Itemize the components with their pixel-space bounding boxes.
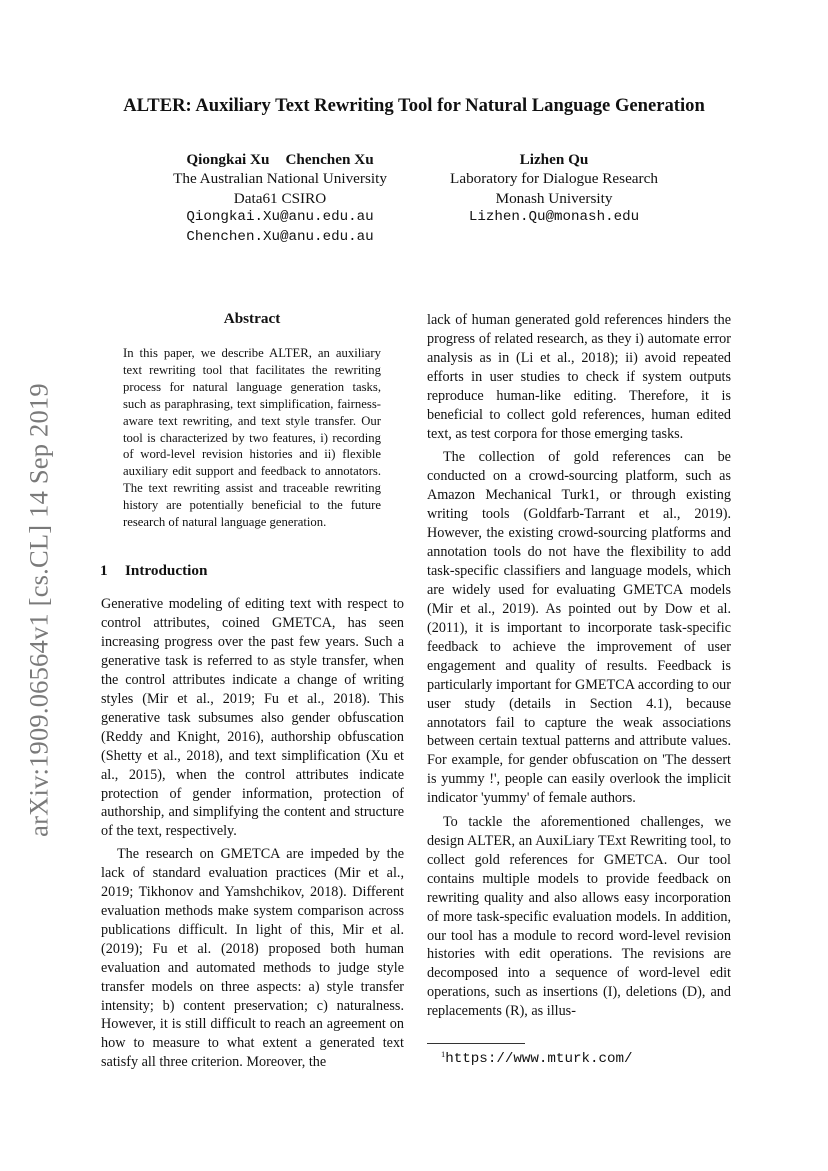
section-number: 1: [100, 562, 108, 579]
author-name: Lizhen Qu: [519, 151, 589, 168]
author-email: Chenchen.Xu@anu.edu.au: [186, 228, 374, 245]
paragraph: The collection of gold references can be conducted on a crowd-sourcing platform, such as Amazon Mechanical Turk1, or through existing writing tools (Goldfarb-Tarrant et al., 2019). However, the existing crowd-sourcing platforms and annotation tools do not have the flexibility to add task-specific classifiers and language models, which are widely used for evaluating GMETCA models (Mir et al., 2019). As pointed out by Dow et al. (2011), it is important to incorporate task-specific feedback to achieve the improvement of user engagement and quality of results. Feedback is particularly important for GMETCA according to our user study (details in Section 4.1), because annotators fail to capture the weak associations between certain textual patterns and attribute values. For example, for gender obfuscation on 'The dessert is yummy !', people can easily overlook the implicit indicator 'yummy' of female authors.: [427, 449, 731, 807]
footnote-link[interactable]: https://www.mturk.com/: [445, 1051, 633, 1068]
affiliation: The Australian National University: [173, 170, 387, 188]
author-names: [150, 150, 410, 169]
paper-title: ALTER: Auxiliary Text Rewriting Tool for Natural Language Generation: [123, 95, 705, 116]
author-name: Qiongkai Xu: [186, 151, 270, 168]
author-block-right: [420, 150, 688, 228]
abstract-heading: Abstract: [223, 310, 281, 327]
arxiv-stamp-text: arXiv:1909.06564v1 [cs.CL] 14 Sep 2019: [23, 383, 54, 837]
footnote-marker: 1: [441, 1049, 446, 1059]
paragraph: Generative modeling of editing text with respect to control attributes, coined GMETCA, has seen increasing progress over the past few years. Such a generative task is referred to as style transfer, when the control attributes indicate a change of writing styles (Mir et al., 2019; Fu et al., 2018). This generative task subsumes also gender obfuscation (Reddy and Knight, 2016), authorship obfuscation (Shetty et al., 2018), and text simplification (Xu et al., 2015), when the control attributes indicate protection of gender information, protection of authorship, and simplifying the content and structure of the text, respectively.: [101, 596, 404, 840]
arxiv-stamp: [14, 360, 64, 860]
left-column: [101, 595, 404, 1072]
paragraph: To tackle the aforementioned challenges, we design ALTER, an AuxiLiary TExt Rewriting tool, to collect gold references for GMETCA. Our tool contains multiple models to provide feedback on rewriting quality and also allows easy incorporation of more task-specific evaluation models. In addition, our tool has a module to record word-level revision histories with edit operations. The revisions are decomposed into a sequence of word-level edit operations, such as insertions (I), deletions (D), and replacements (R), as illus-: [427, 813, 731, 1020]
footnote: [441, 1049, 633, 1067]
author-email: Qiongkai.Xu@anu.edu.au: [186, 209, 374, 226]
section-title: Introduction: [125, 562, 208, 579]
paragraph: lack of human generated gold references hinders the progress of related research, as they i) automate error analysis as in (Li et al., 2018); ii) avoid repeated efforts in user studies to check if system outputs reproduce human-like editing. Therefore, it is beneficial to collect gold references, human edited text, as test corpora for those emerging tasks.: [427, 312, 731, 442]
affiliation: Monash University: [495, 189, 613, 207]
paragraph: The research on GMETCA are impeded by the lack of standard evaluation practices (Mir et al., 2019; Tikhonov and Yamshchikov, 2018). Different evaluation methods make system comparison across publications difficult. In light of this, Mir et al. (2019); Fu et al. (2018) proposed both human evaluation and automated methods to judge style transfer models on three aspects: a) style transfer intensity; b) content preservation; c) naturalness. However, it is still difficult to reach an agreement on how to measure to what extent a generated text satisfy all three criterion. Moreover, the: [101, 845, 404, 1071]
affiliation: Data61 CSIRO: [233, 189, 327, 207]
author-block-left: [150, 150, 410, 247]
right-column: [427, 311, 731, 1021]
abstract-text: In this paper, we describe ALTER, an auxiliary text rewriting tool that facilitates the rewriting process for natural language generation tasks, such as paraphrasing, text simplification, fairness-aware text rewriting, and text style transfer. Our tool is characterized by two features, i) recording of word-level revision histories and ii) flexible auxiliary edit support and feedback to annotators. The text rewriting assist and traceable rewriting history are potentially beneficial to the future research of natural language generation.: [123, 346, 381, 530]
affiliation: Laboratory for Dialogue Research: [450, 170, 658, 188]
section-heading: [100, 562, 207, 580]
author-name: Chenchen Xu: [285, 151, 374, 168]
author-email: Lizhen.Qu@monash.edu: [468, 209, 640, 226]
footnote-rule: [427, 1043, 525, 1044]
